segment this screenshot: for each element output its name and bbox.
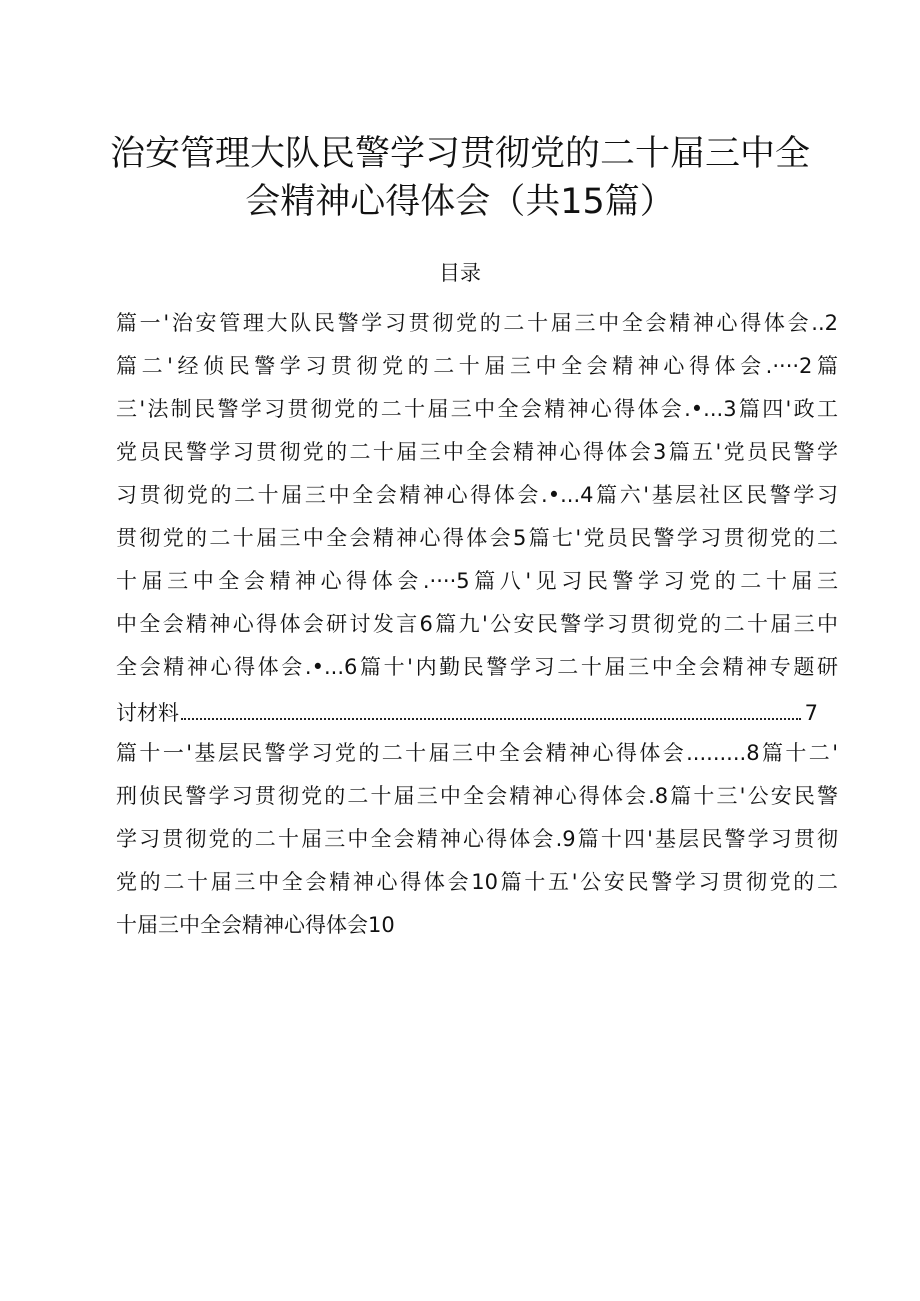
toc-line: 十届三中全会精神心得体会.····5篇八'见习民警学习党的二十届三 <box>116 569 838 593</box>
toc-line: 党的二十届三中全会精神心得体会10篇十五'公安民警学习贯彻党的二 <box>116 870 838 894</box>
toc-dotted-entry <box>116 698 838 728</box>
toc-line: 刑侦民警学习贯彻党的二十届三中全会精神心得体会.8篇十三'公安民警 <box>116 784 838 808</box>
toc-line: 十届三中全会精神心得体会10 <box>116 913 395 937</box>
toc-line: 三'法制民警学习贯彻党的二十届三中全会精神心得体会.•...3篇四'政工 <box>116 397 838 421</box>
dot-leader <box>181 718 801 720</box>
toc-line: 篇二'经侦民警学习贯彻党的二十届三中全会精神心得体会.····2篇 <box>116 354 838 378</box>
toc-heading: 目录 <box>439 261 481 285</box>
toc-line: 习贯彻党的二十届三中全会精神心得体会.•...4篇六'基层社区民警学习 <box>116 483 838 507</box>
toc-line: 全会精神心得体会.•...6篇十'内勤民警学习二十届三中全会精神专题研 <box>116 655 838 679</box>
toc-line: 篇十一'基层民警学习党的二十届三中全会精神心得体会.........8篇十二' <box>116 741 838 765</box>
document-title-line-1: 治安管理大队民警学习贯彻党的二十届三中全 <box>110 134 811 174</box>
toc-line: 中全会精神心得体会研讨发言6篇九'公安民警学习贯彻党的二十届三中 <box>116 612 838 636</box>
toc-line: 篇一'治安管理大队民警学习贯彻党的二十届三中全会精神心得体会..2 <box>116 311 838 335</box>
toc-line: 学习贯彻党的二十届三中全会精神心得体会.9篇十四'基层民警学习贯彻 <box>116 827 838 851</box>
toc-entry-label: 讨材料 <box>116 701 179 725</box>
toc-line: 贯彻党的二十届三中全会精神心得体会5篇七'党员民警学习贯彻党的二 <box>116 526 838 550</box>
toc-page-number: 7 <box>804 701 818 725</box>
document-title-line-2: 会精神心得体会（共15篇） <box>245 182 675 222</box>
toc-line: 党员民警学习贯彻党的二十届三中全会精神心得体会3篇五'党员民警学 <box>116 440 838 464</box>
